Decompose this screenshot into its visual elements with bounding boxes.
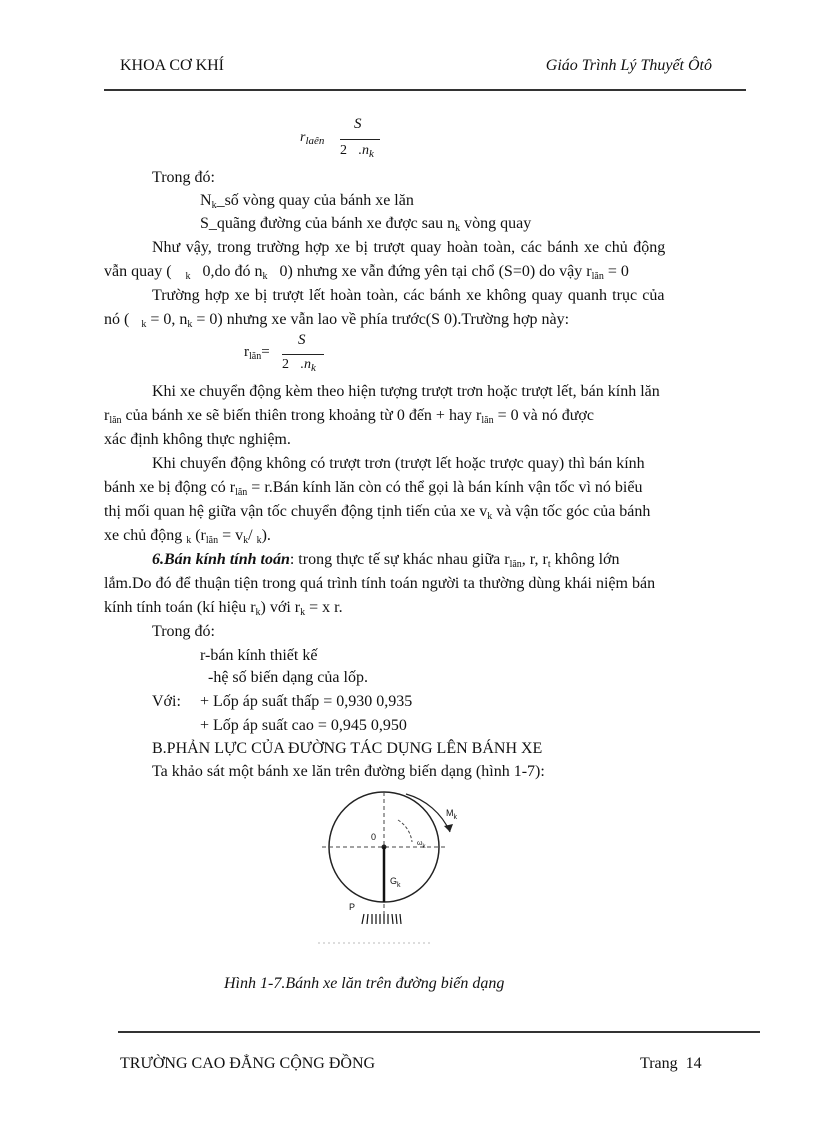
omega-arc xyxy=(398,820,412,842)
figure-caption: Hình 1-7.Bánh xe lăn trên đường biến dạng xyxy=(224,975,505,992)
formula1-den-sub: k xyxy=(369,148,374,160)
para-3-line-2: $r_{lăn}$ của bánh xe sẽ biến thiên trong khoảng từ 0 đến + hay $r_{lăn} = 0$ và nó được xyxy=(104,407,594,426)
tire-high-pressure: + Lốp áp suất cao = 0,945 0,950 xyxy=(200,717,407,734)
definition-s: S_quãng đường của bánh xe được sau $n_k$ vòng quay xyxy=(200,215,532,234)
formula1-numerator: S xyxy=(354,116,362,132)
formula-rolling-radius-2 xyxy=(244,332,364,380)
definition-r: r-bán kính thiết kế xyxy=(200,647,318,664)
label-p: P xyxy=(349,902,356,912)
header-rule xyxy=(104,89,746,91)
para-1-line-2: vẫn quay ( $_k$ 0,do đó $n_k$ 0) nhưng xe vẫn đứng yên tại chổ (S=0) do vậy $r_{lăn} = 0$ xyxy=(104,263,629,282)
header-left: KHOA CƠ KHÍ xyxy=(120,57,224,74)
voi-label: Với: xyxy=(152,693,181,710)
para-2-line-1: Trường hợp xe bị trượt lết hoàn toàn, các bánh xe không quay quanh trục của xyxy=(152,287,665,304)
header-right: Giáo Trình Lý Thuyết Ôtô xyxy=(545,57,712,74)
formula1-lhs-sub: laên xyxy=(305,135,325,147)
formula2-den-sub: k xyxy=(311,362,316,374)
para-5-line-2: lắm.Do đó để thuận tiện trong quá trình tính toán người ta thường dùng khái niệm bán xyxy=(104,575,656,592)
page-number: Trang 14 xyxy=(640,1055,702,1072)
trong-do-label-1: Trong đó: xyxy=(152,169,215,186)
para-4-line-2: bánh xe bị động có $r_{lăn}$ = r.Bán kính lăn còn có thể gọi là bán kính vận tốc vì nó biểu xyxy=(104,479,643,498)
label-gk: $G_k$ xyxy=(390,876,401,889)
para-3-line-1: Khi xe chuyển động kèm theo hiện tượng trượt trơn hoặc trượt lết, bán kính lăn xyxy=(152,383,660,400)
ground-reaction-arrows xyxy=(362,914,401,924)
formula-rolling-radius xyxy=(300,116,420,166)
para-2-line-2: nó ( $_k$ = 0, $n_k = 0$) nhưng xe vẫn lao về phía trước(S 0).Trường hợp này: xyxy=(104,311,570,330)
formula2-lhs-sub: lăn xyxy=(249,351,262,362)
para-3-line-3: xác định không thực nghiệm. xyxy=(104,431,291,448)
tire-low-pressure: + Lốp áp suất thấp = 0,930 0,935 xyxy=(200,693,413,710)
definition-lambda: -hệ số biến dạng của lốp. xyxy=(208,669,368,686)
wheel-diagram xyxy=(300,790,490,950)
formula1-den-b: .n xyxy=(358,143,369,158)
formula1-lhs: r xyxy=(300,130,306,145)
para-5-line-3: kính tính toán (kí hiệu $r_k$) với $r_k = x$ r. xyxy=(104,599,343,618)
label-o: 0 xyxy=(371,832,377,842)
trong-do-label-2: Trong đó: xyxy=(152,623,215,640)
para-1-line-1: Như vậy, trong trường hợp xe bị trượt quay hoàn toàn, các bánh xe chủ động xyxy=(152,239,666,256)
formula2-eq: = xyxy=(261,344,270,360)
formula1-den-a: 2 xyxy=(340,143,347,158)
para-4-line-3: thị mối quan hệ giữa vận tốc chuyển động tịnh tiến của xe $v_k$ và vận tốc góc của bánh xyxy=(104,503,651,522)
figure-intro: Ta khảo sát một bánh xe lăn trên đường biến dạng (hình 1-7): xyxy=(152,763,545,780)
footer-rule xyxy=(118,1031,760,1033)
footer-left: TRƯỜNG CAO ĐẲNG CỘNG ĐỒNG xyxy=(120,1055,376,1072)
section-b-heading: B.PHẢN LỰC CỦA ĐƯỜNG TÁC DỤNG LÊN BÁNH XE xyxy=(152,740,543,757)
formula2-numerator: S xyxy=(298,332,306,348)
para-5-line-1: 6.Bán kính tính toán: trong thực tế sự khác nhau giữa $r_{lăn}$, r, $r_t$ không lớn xyxy=(152,551,620,570)
label-omega: $\omega_k$ xyxy=(417,840,426,850)
formula1-fraction-bar xyxy=(340,139,380,140)
para-4-line-1: Khi chuyển động không có trượt trơn (trượt lết hoặc trược quay) thì bán kính xyxy=(152,455,645,472)
torque-arrowhead xyxy=(444,824,453,832)
para-4-line-4: xe chủ động $_k$ ($r_{lăn} = v_k/$ $_k$). xyxy=(104,527,271,546)
formula2-den-b: .n xyxy=(300,357,311,372)
formula2-fraction-bar xyxy=(282,354,324,355)
definition-nk: $N_k\_số$ vòng quay của bánh xe lăn xyxy=(200,192,414,211)
formula2-lhs: r xyxy=(244,344,249,360)
formula2-den-a: 2 xyxy=(282,357,289,372)
section-6-heading: 6.Bán kính tính toán xyxy=(152,551,290,568)
label-mk: $M_k$ xyxy=(446,808,457,821)
